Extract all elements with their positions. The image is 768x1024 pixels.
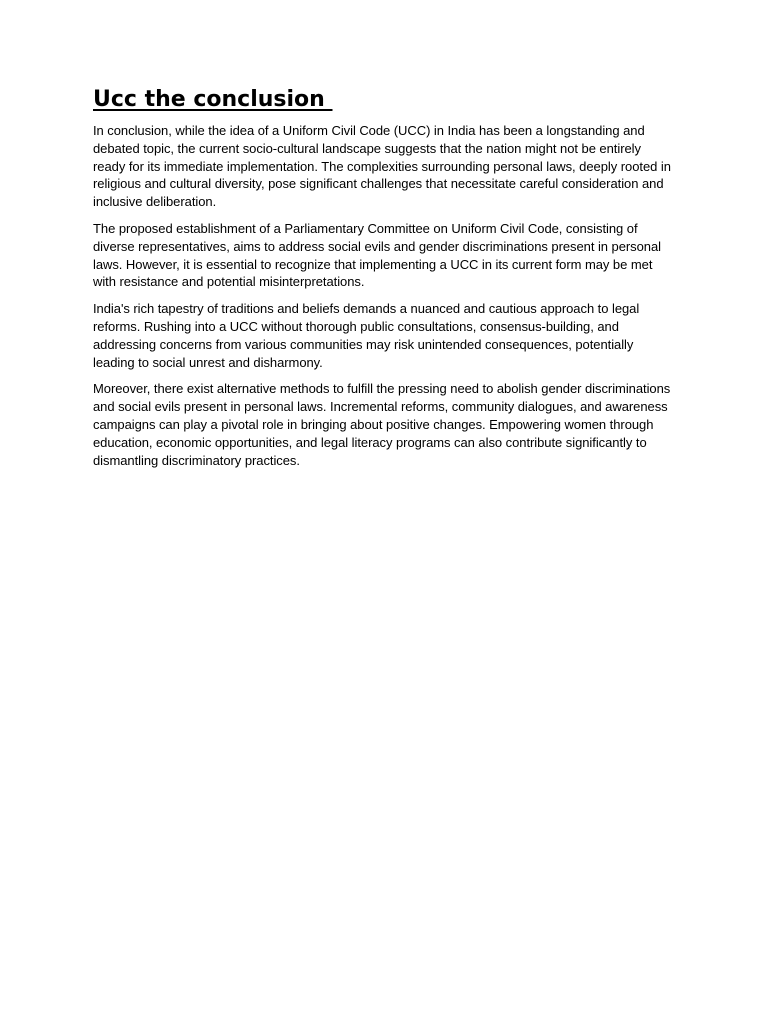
paragraph-4: Moreover, there exist alternative methods to fulfill the pressing need to abolish gender discriminations and social evils present in personal laws. Incremental reforms, community dialogues, and awareness campaigns can play a pivotal role in bringing about positive changes. Empowering women through education, economic opportunities, and legal literacy programs can also contribute significantly to dismantling discriminatory practices. (93, 381, 671, 468)
paragraph-1: In conclusion, while the idea of a Uniform Civil Code (UCC) in India has been a longstanding and debated topic, the current socio-cultural landscape suggests that the nation might not be entirely ready for its immediate implementation. The complexities surrounding personal laws, deeply rooted in religious and cultural diversity, pose significant challenges that necessitate careful consideration and inclusive deliberation. (93, 123, 671, 210)
document-title: Ucc the conclusion (93, 87, 333, 112)
paragraph-2: The proposed establishment of a Parliamentary Committee on Uniform Civil Code, consisting of diverse representatives, aims to address social evils and gender discriminations present in personal laws. However, it is essential to recognize that implementing a UCC in its current form may be met with resistance and potential misinterpretations. (93, 220, 662, 290)
document-page (93, 86, 673, 478)
paragraph-3: India's rich tapestry of traditions and beliefs demands a nuanced and cautious approach to legal reforms. Rushing into a UCC without thorough public consultations, consensus-building, and addressing concerns from various communities may risk unintended consequences, potentially leading to social unrest and disharmony. (93, 301, 640, 370)
